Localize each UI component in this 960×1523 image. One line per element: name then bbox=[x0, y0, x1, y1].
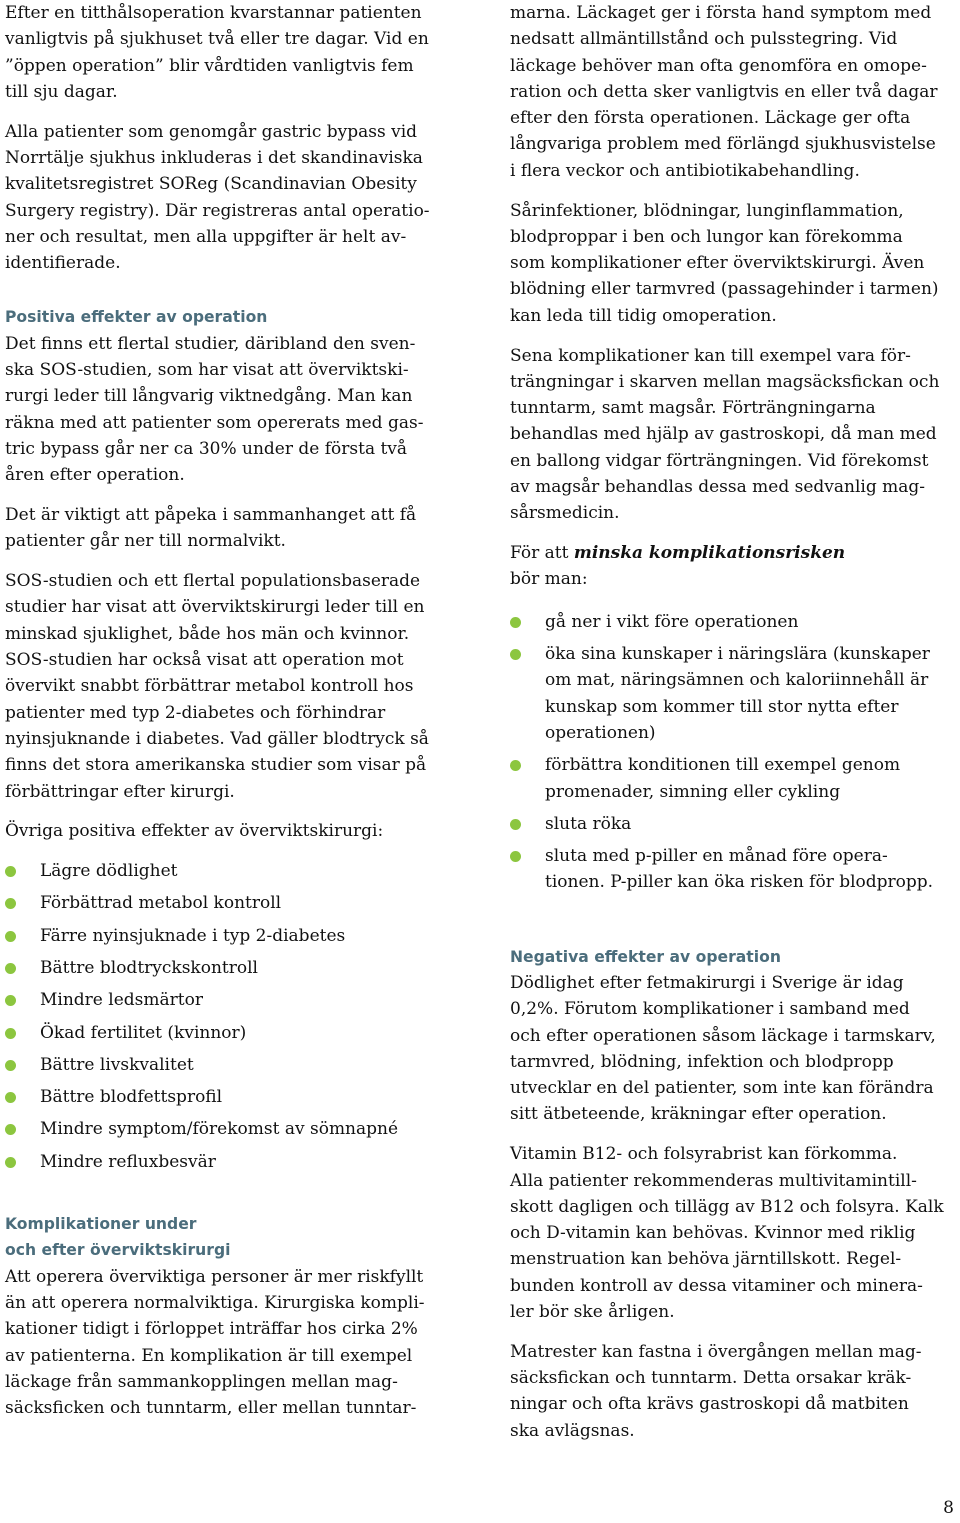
intro-paragraph: Alla patienter som genomgår gastric bypass vid Norrtälje sjukhus inkluderas i det skandinaviska kvalitetsregistret SOReg (Scandinavian Obesity Surgery registry). Där registreras antal operatio- ner och resultat, men alla uppgifter är helt av- identifierade. bbox=[5, 121, 430, 274]
body-paragraph: Det är viktigt att påpeka i sammanhanget att få patienter går ner till normalvikt. bbox=[5, 505, 417, 552]
body-paragraph: marna. Läckaget ger i första hand symptom med nedsatt allmäntillstånd och pulsstegring. Vid läckage behöver man ofta genomföra en omope- ration och detta sker vanligtvis en eller två dagar efter den första operationen. Läckage ger ofta långvariga problem med förlängd sjukhusvistelse i flera veckor och antibiotikabehandling. bbox=[510, 3, 938, 181]
list-item: Förbättrad metabol kontroll bbox=[5, 890, 467, 916]
bullet-icon bbox=[5, 1157, 16, 1168]
bullet-icon bbox=[5, 1028, 16, 1039]
list-item: Mindre ledsmärtor bbox=[5, 987, 467, 1013]
section-heading-complications: Komplikationer under och efter överviktskirurgi bbox=[5, 1215, 231, 1260]
bullet-icon bbox=[5, 1092, 16, 1103]
section-heading-negative: Negativa effekter av operation bbox=[510, 947, 781, 966]
bullet-icon bbox=[5, 995, 16, 1006]
list-item: Bättre livskvalitet bbox=[5, 1052, 467, 1078]
bullet-icon bbox=[510, 819, 521, 830]
list-item: Mindre symptom/förekomst av sömnapné bbox=[5, 1116, 467, 1142]
body-paragraph: SOS-studien och ett flertal populationsbaserade studier har visat att överviktskirurgi leder till en minskad sjuklighet, både hos män och kvinnor. SOS-studien har också visat att operation mot övervikt snabbt förbättrar metabol kontroll hos patienter med typ 2-diabetes och förhindrar nyinsjuknande i diabetes. Vad gäller blodtryck så finns det stora amerikanska studier som visar på förbättringar efter kirurgi. bbox=[5, 571, 429, 802]
list-lead: Övriga positiva effekter av överviktskirurgi: bbox=[5, 821, 384, 842]
intro-paragraph: Efter en titthålsoperation kvarstannar patienten vanligtvis på sjukhuset två eller tre dagar. Vid en ”öppen operation” blir vårdtiden vanligtvis fem till sju dagar. bbox=[5, 3, 429, 102]
list-item: Bättre blodtryckskontroll bbox=[5, 955, 467, 981]
bullet-icon bbox=[5, 931, 16, 942]
body-paragraph: Matrester kan fastna i övergången mellan mag- säcksfickan och tunntarm. Detta orsakar kräk- ningar och ofta krävs gastroskopi då matbiten ska avlägsnas. bbox=[510, 1341, 922, 1441]
positive-effects-list bbox=[5, 858, 467, 1175]
risk-lead: För att minska komplikationsrisken bör man: bbox=[510, 543, 846, 590]
list-item: sluta röka bbox=[510, 811, 960, 837]
body-paragraph: Sårinfektioner, blödningar, lunginflammation, blodproppar i ben och lungor kan förekomma som komplikationer efter överviktskirurgi. Även blödning eller tarmvred (passagehinder i tarmen) kan leda till tidig omoperation. bbox=[510, 200, 939, 326]
body-paragraph: Det finns ett flertal studier, däribland den sven- ska SOS-studien, som har visat att överviktski- rurgi leder till långvarig viktnedgång. Man kan räkna med att patienter som opererats med gas- tric bypass går ner ca 30% under de första två åren efter operation. bbox=[5, 333, 424, 486]
body-paragraph: Sena komplikationer kan till exempel vara för- trängningar i skarven mellan magsäcksfickan och tunntarm, samt magsår. Förträngningarna behandlas med hjälp av gastroskopi, då man med en ballong vidgar förträngningen. Vid förekomst av magsår behandlas dessa med sedvanlig mag- sårsmedicin. bbox=[510, 345, 940, 524]
bullet-icon bbox=[5, 1060, 16, 1071]
body-paragraph: Att operera överviktiga personer är mer riskfyllt än att operera normalviktiga. Kirurgiska kompli- kationer tidigt i förloppet inträffar hos cirka 2% av patienterna. En komplikation är till exempel läckage från sammankopplingen mellan mag- säcksficken och tunntarm, eller mellan tunntar- bbox=[5, 1266, 425, 1419]
bullet-icon bbox=[5, 898, 16, 909]
right-column bbox=[510, 0, 960, 1458]
bullet-icon bbox=[5, 1124, 16, 1135]
list-item: sluta med p-piller en månad före opera- tionen. P-piller kan öka risken för blodpropp. bbox=[510, 843, 960, 896]
bullet-icon bbox=[510, 649, 521, 660]
page-number: 8 bbox=[943, 1498, 954, 1518]
bullet-icon bbox=[510, 760, 521, 771]
list-item: Ökad fertilitet (kvinnor) bbox=[5, 1020, 467, 1046]
bullet-icon bbox=[5, 866, 16, 877]
risk-reduction-list bbox=[510, 609, 960, 896]
bullet-icon bbox=[510, 851, 521, 862]
body-paragraph: Vitamin B12- och folsyrabrist kan förkomma. Alla patienter rekommenderas multivitamintill- skott dagligen och tillägg av B12 och folsyra. Kalk och D-vitamin kan behövas. Kvinnor med riklig menstruation kan behöva järntillskott. Regel- bunden kontroll av dessa vitaminer och minera- ler bör ske årligen. bbox=[510, 1144, 944, 1323]
left-column bbox=[5, 0, 467, 1435]
list-item: öka sina kunskaper i näringslära (kunskaper om mat, näringsämnen och kaloriinnehåll är kunskap som kommer till stor nytta efter operationen) bbox=[510, 641, 960, 746]
list-item: gå ner i vikt före operationen bbox=[510, 609, 960, 635]
bullet-icon bbox=[5, 963, 16, 974]
list-item: Mindre refluxbesvär bbox=[5, 1149, 467, 1175]
risk-lead-emphasis: minska komplikationsrisken bbox=[573, 543, 846, 564]
list-item: förbättra konditionen till exempel genom promenader, simning eller cykling bbox=[510, 752, 960, 805]
section-heading-positive: Positiva effekter av operation bbox=[5, 308, 268, 327]
body-paragraph: Dödlighet efter fetmakirurgi i Sverige är idag 0,2%. Förutom komplikationer i samband med och efter operationen såsom läckage i tarmskarv, tarmvred, blödning, infektion och blodpropp utvecklar en del patienter, som inte kan förändra sitt ätbeteende, kräkningar efter operation. bbox=[510, 973, 936, 1125]
list-item: Färre nyinsjuknade i typ 2-diabetes bbox=[5, 923, 467, 949]
bullet-icon bbox=[510, 617, 521, 628]
list-item: Bättre blodfettsprofil bbox=[5, 1084, 467, 1110]
list-item: Lägre dödlighet bbox=[5, 858, 467, 884]
